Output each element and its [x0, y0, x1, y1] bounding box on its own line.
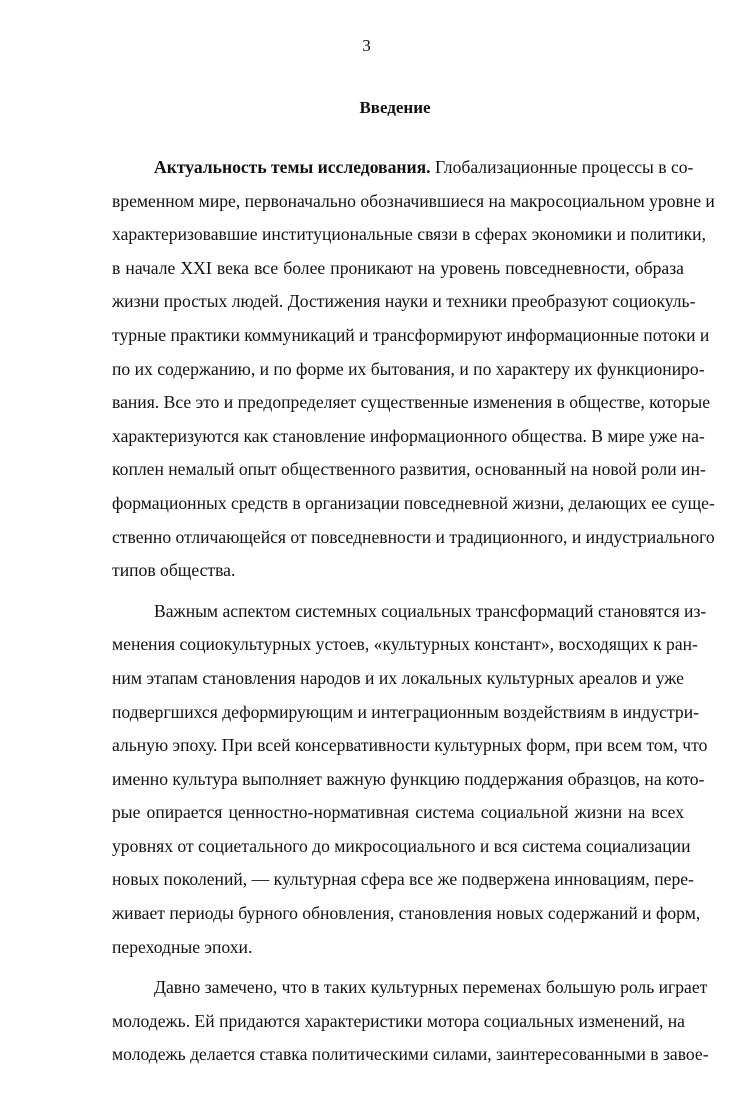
text-line: переходные эпохи.	[112, 936, 253, 957]
paragraph-gap	[112, 964, 684, 971]
text-line: менения социокультурных устоев, «культурных констант», восходящих к ран-	[112, 634, 698, 655]
text-line: по их содержанию, и по форме их бытования, и по характеру их функциониро-	[112, 358, 705, 379]
paragraph-gap	[112, 588, 684, 595]
text-line: Давно замечено, что в таких культурных переменах большую роль играет	[154, 977, 708, 998]
text-line: характеризуются как становление информационного общества. В мире уже на-	[112, 425, 705, 446]
text-line: молодежь делается ставка политическими силами, заинтересованными в завое-	[112, 1044, 709, 1065]
text-line: молодежь. Ей придаются характеристики мотора социальных изменений, на	[112, 1010, 685, 1031]
text-line: подвергшихся деформирующим и интеграционным воздействиям в индустри-	[112, 701, 699, 722]
text-line: формационных средств в организации повседневной жизни, делающих ее суще-	[112, 492, 715, 513]
section-heading: Введение	[359, 98, 431, 117]
text-line: типов общества.	[112, 560, 236, 581]
text-line: жизни простых людей. Достижения науки и техники преобразуют социокуль-	[112, 291, 696, 312]
text-line: ственно отличающейся от повседневности и традиционного, и индустриального	[112, 526, 715, 547]
text-line: коплен немалый опыт общественного развития, основанный на новой роли ин-	[112, 459, 706, 480]
text-line: альную эпоху. При всей консервативности культурных форм, при всем том, что	[112, 735, 708, 756]
text-line: ним этапам становления народов и их локальных культурных ареалов и уже	[112, 667, 684, 688]
text-fragment: Глобализационные процессы в со-	[430, 157, 694, 177]
document-body	[112, 151, 715, 1072]
text-line: рые опирается ценностно-нормативная система социальной жизни на всех	[112, 802, 684, 823]
text-line: именно культура выполняет важную функцию поддержания образцов, на кото-	[112, 768, 705, 789]
text-line: в начале XXI века все более проникают на уровень повседневности, образа	[112, 257, 684, 278]
text-line: живает периоды бурного обновления, становления новых содержаний и форм,	[112, 903, 701, 924]
text-line: временном мире, первоначально обозначившиеся на макросоциальном уровне и	[112, 190, 715, 211]
text-line: характеризовавшие институциональные связи в сферах экономики и политики,	[112, 224, 706, 245]
page-number: 3	[362, 36, 371, 55]
text-line: турные практики коммуникаций и трансформируют информационные потоки и	[112, 324, 710, 345]
paragraph-lead: Актуальность темы исследования.	[154, 157, 431, 177]
text-line: вания. Все это и предопределяет существенные изменения в обществе, которые	[112, 392, 711, 413]
text-line: новых поколений, — культурная сфера все же подвержена инновациям, пере-	[112, 869, 694, 890]
text-line	[112, 151, 694, 185]
text-line: уровнях от социетального до микросоциального и вся система социализации	[112, 835, 691, 856]
text-line: Важным аспектом системных социальных трансформаций становятся из-	[154, 600, 707, 621]
